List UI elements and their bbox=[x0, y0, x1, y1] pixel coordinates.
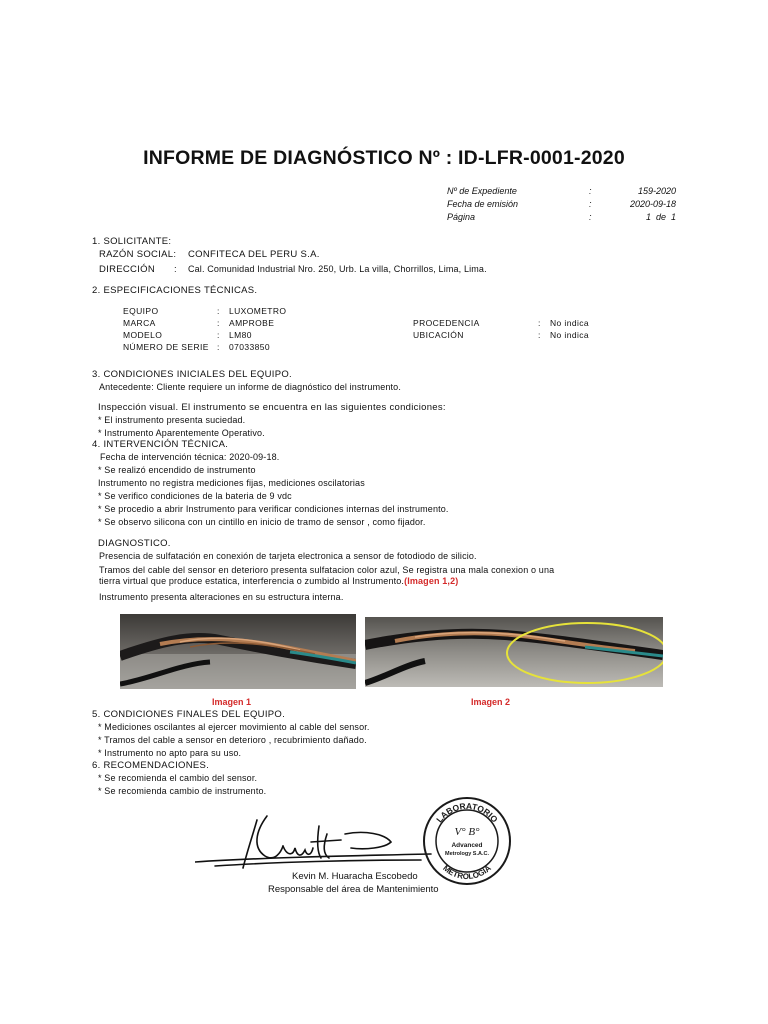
diagnostico-line: Presencia de sulfatación en conexión de tarjeta electronica a sensor de fotodiodo de silicio. bbox=[99, 551, 477, 561]
inspeccion-text: Inspección visual. El instrumento se encuentra en las siguientes condiciones: bbox=[98, 402, 446, 413]
meta-value-pagina: 1 de 1 bbox=[645, 212, 676, 222]
laboratory-stamp bbox=[421, 795, 513, 887]
spec-label-ubicacion: UBICACIÓN bbox=[413, 330, 464, 340]
spec-sep-equipo: : bbox=[217, 306, 220, 316]
stamp-line-1: Advanced bbox=[451, 842, 483, 849]
razon-social-label: RAZÓN SOCIAL: bbox=[99, 249, 177, 260]
final-condition-item: * Tramos del cable a sensor en deterioro , recubrimiento dañado. bbox=[98, 735, 367, 745]
spec-label-modelo: MODELO bbox=[123, 330, 163, 340]
intervencion-line: Instrumento no registra mediciones fijas, mediciones oscilatorias bbox=[98, 478, 365, 488]
spec-sep-procedencia: : bbox=[538, 318, 541, 328]
spec-value-ubicacion: No indica bbox=[550, 330, 590, 340]
section-especificaciones-heading: 2. ESPECIFICACIONES TÉCNICAS. bbox=[92, 285, 258, 296]
recomendacion-item: * Se recomienda el cambio del sensor. bbox=[98, 773, 258, 783]
final-condition-item: * Mediciones oscilantes al ejercer movimiento al cable del sensor. bbox=[98, 722, 370, 732]
spec-label-serie: NÚMERO DE SERIE bbox=[123, 342, 209, 352]
image-reference: (Imagen 1,2) bbox=[404, 576, 459, 586]
section-condiciones-finales-heading: 5. CONDICIONES FINALES DEL EQUIPO. bbox=[92, 709, 286, 720]
diagnostico-line: Tramos del cable del sensor en deterioro presenta sulfatacion color azul, Se registra una mala conexion o una bbox=[99, 565, 555, 575]
signature-graphic bbox=[195, 812, 435, 874]
signer-name: Kevin M. Huaracha Escobedo bbox=[292, 871, 418, 882]
diagnostico-line: Instrumento presenta alteraciones en su estructura interna. bbox=[99, 592, 344, 602]
spec-sep-modelo: : bbox=[217, 330, 220, 340]
diagnostico-line: tierra virtual que produce estatica, interferencia o zumbido al Instrumento.(Imagen 1,2) bbox=[99, 576, 459, 586]
spec-label-equipo: EQUIPO bbox=[123, 306, 159, 316]
condicion-item: * Instrumento Aparentemente Operativo. bbox=[98, 428, 265, 438]
spec-sep-ubicacion: : bbox=[538, 330, 541, 340]
direccion-label: DIRECCIÓN bbox=[99, 264, 156, 275]
meta-label-fecha: Fecha de emisión bbox=[447, 199, 519, 209]
spec-sep-serie: : bbox=[217, 342, 220, 352]
meta-label-expediente: Nº de Expediente bbox=[447, 186, 517, 196]
svg-text:METROLOGIA bbox=[441, 863, 493, 881]
image-1-caption: Imagen 1 bbox=[212, 697, 252, 707]
section-intervencion-heading: 4. INTERVENCIÓN TÉCNICA. bbox=[92, 439, 229, 450]
condicion-item: * El instrumento presenta suciedad. bbox=[98, 415, 246, 425]
diagnostico-heading: DIAGNOSTICO. bbox=[98, 538, 171, 549]
spec-value-marca: AMPROBE bbox=[229, 318, 275, 328]
direccion-value: Cal. Comunidad Industrial Nro. 250, Urb. La villa, Chorrillos, Lima, Lima. bbox=[188, 264, 487, 274]
image-2-caption: Imagen 2 bbox=[471, 697, 511, 707]
meta-label-pagina: Página bbox=[447, 212, 476, 222]
razon-social-value: CONFITECA DEL PERU S.A. bbox=[188, 249, 320, 260]
meta-value-expediente: 159-2020 bbox=[637, 186, 676, 196]
meta-value-fecha: 2020-09-18 bbox=[629, 199, 676, 209]
stamp-line-2: Metrology S.A.C. bbox=[444, 851, 490, 857]
meta-sep-pagina: : bbox=[589, 212, 592, 222]
section-recomendaciones-heading: 6. RECOMENDACIONES. bbox=[92, 760, 210, 771]
meta-sep-expediente: : bbox=[589, 186, 592, 196]
report-title: INFORME DE DIAGNÓSTICO Nº : ID-LFR-0001-2020 bbox=[143, 147, 625, 169]
photo-2 bbox=[365, 617, 663, 687]
spec-label-marca: MARCA bbox=[123, 318, 156, 328]
stamp-top-text: LABORATORIO bbox=[434, 800, 500, 825]
intervencion-line: * Se procedio a abrir Instrumento para verificar condiciones internas del instrumento. bbox=[98, 504, 449, 514]
spec-value-procedencia: No indica bbox=[550, 318, 590, 328]
meta-sep-fecha: : bbox=[589, 199, 592, 209]
spec-label-procedencia: PROCEDENCIA bbox=[413, 318, 480, 328]
antecedente-text: Antecedente: Cliente requiere un informe de diagnóstico del instrumento. bbox=[99, 382, 401, 392]
direccion-sep: : bbox=[174, 264, 177, 275]
section-condiciones-iniciales-heading: 3. CONDICIONES INICIALES DEL EQUIPO. bbox=[92, 369, 292, 380]
signer-role: Responsable del área de Mantenimiento bbox=[268, 884, 439, 895]
spec-sep-marca: : bbox=[217, 318, 220, 328]
photo-1 bbox=[120, 614, 356, 689]
fecha-intervencion: Fecha de intervención técnica: 2020-09-18. bbox=[100, 452, 280, 462]
section-solicitante-heading: 1. SOLICITANTE: bbox=[92, 236, 172, 247]
stamp-center-text: V° B° bbox=[454, 826, 480, 838]
recomendacion-item: * Se recomienda cambio de instrumento. bbox=[98, 786, 267, 796]
spec-value-modelo: LM80 bbox=[229, 330, 252, 340]
intervencion-line: * Se verifico condiciones de la bateria de 9 vdc bbox=[98, 491, 292, 501]
spec-value-serie: 07033850 bbox=[229, 342, 271, 352]
intervencion-line: * Se observo silicona con un cintillo en inicio de tramo de sensor , como fijador. bbox=[98, 517, 426, 527]
spec-value-equipo: LUXOMETRO bbox=[229, 306, 287, 316]
stamp-bottom-text: METROLOGIA bbox=[441, 863, 493, 882]
final-condition-item: * Instrumento no apto para su uso. bbox=[98, 748, 242, 758]
intervencion-line: * Se realizó encendido de instrumento bbox=[98, 465, 256, 475]
